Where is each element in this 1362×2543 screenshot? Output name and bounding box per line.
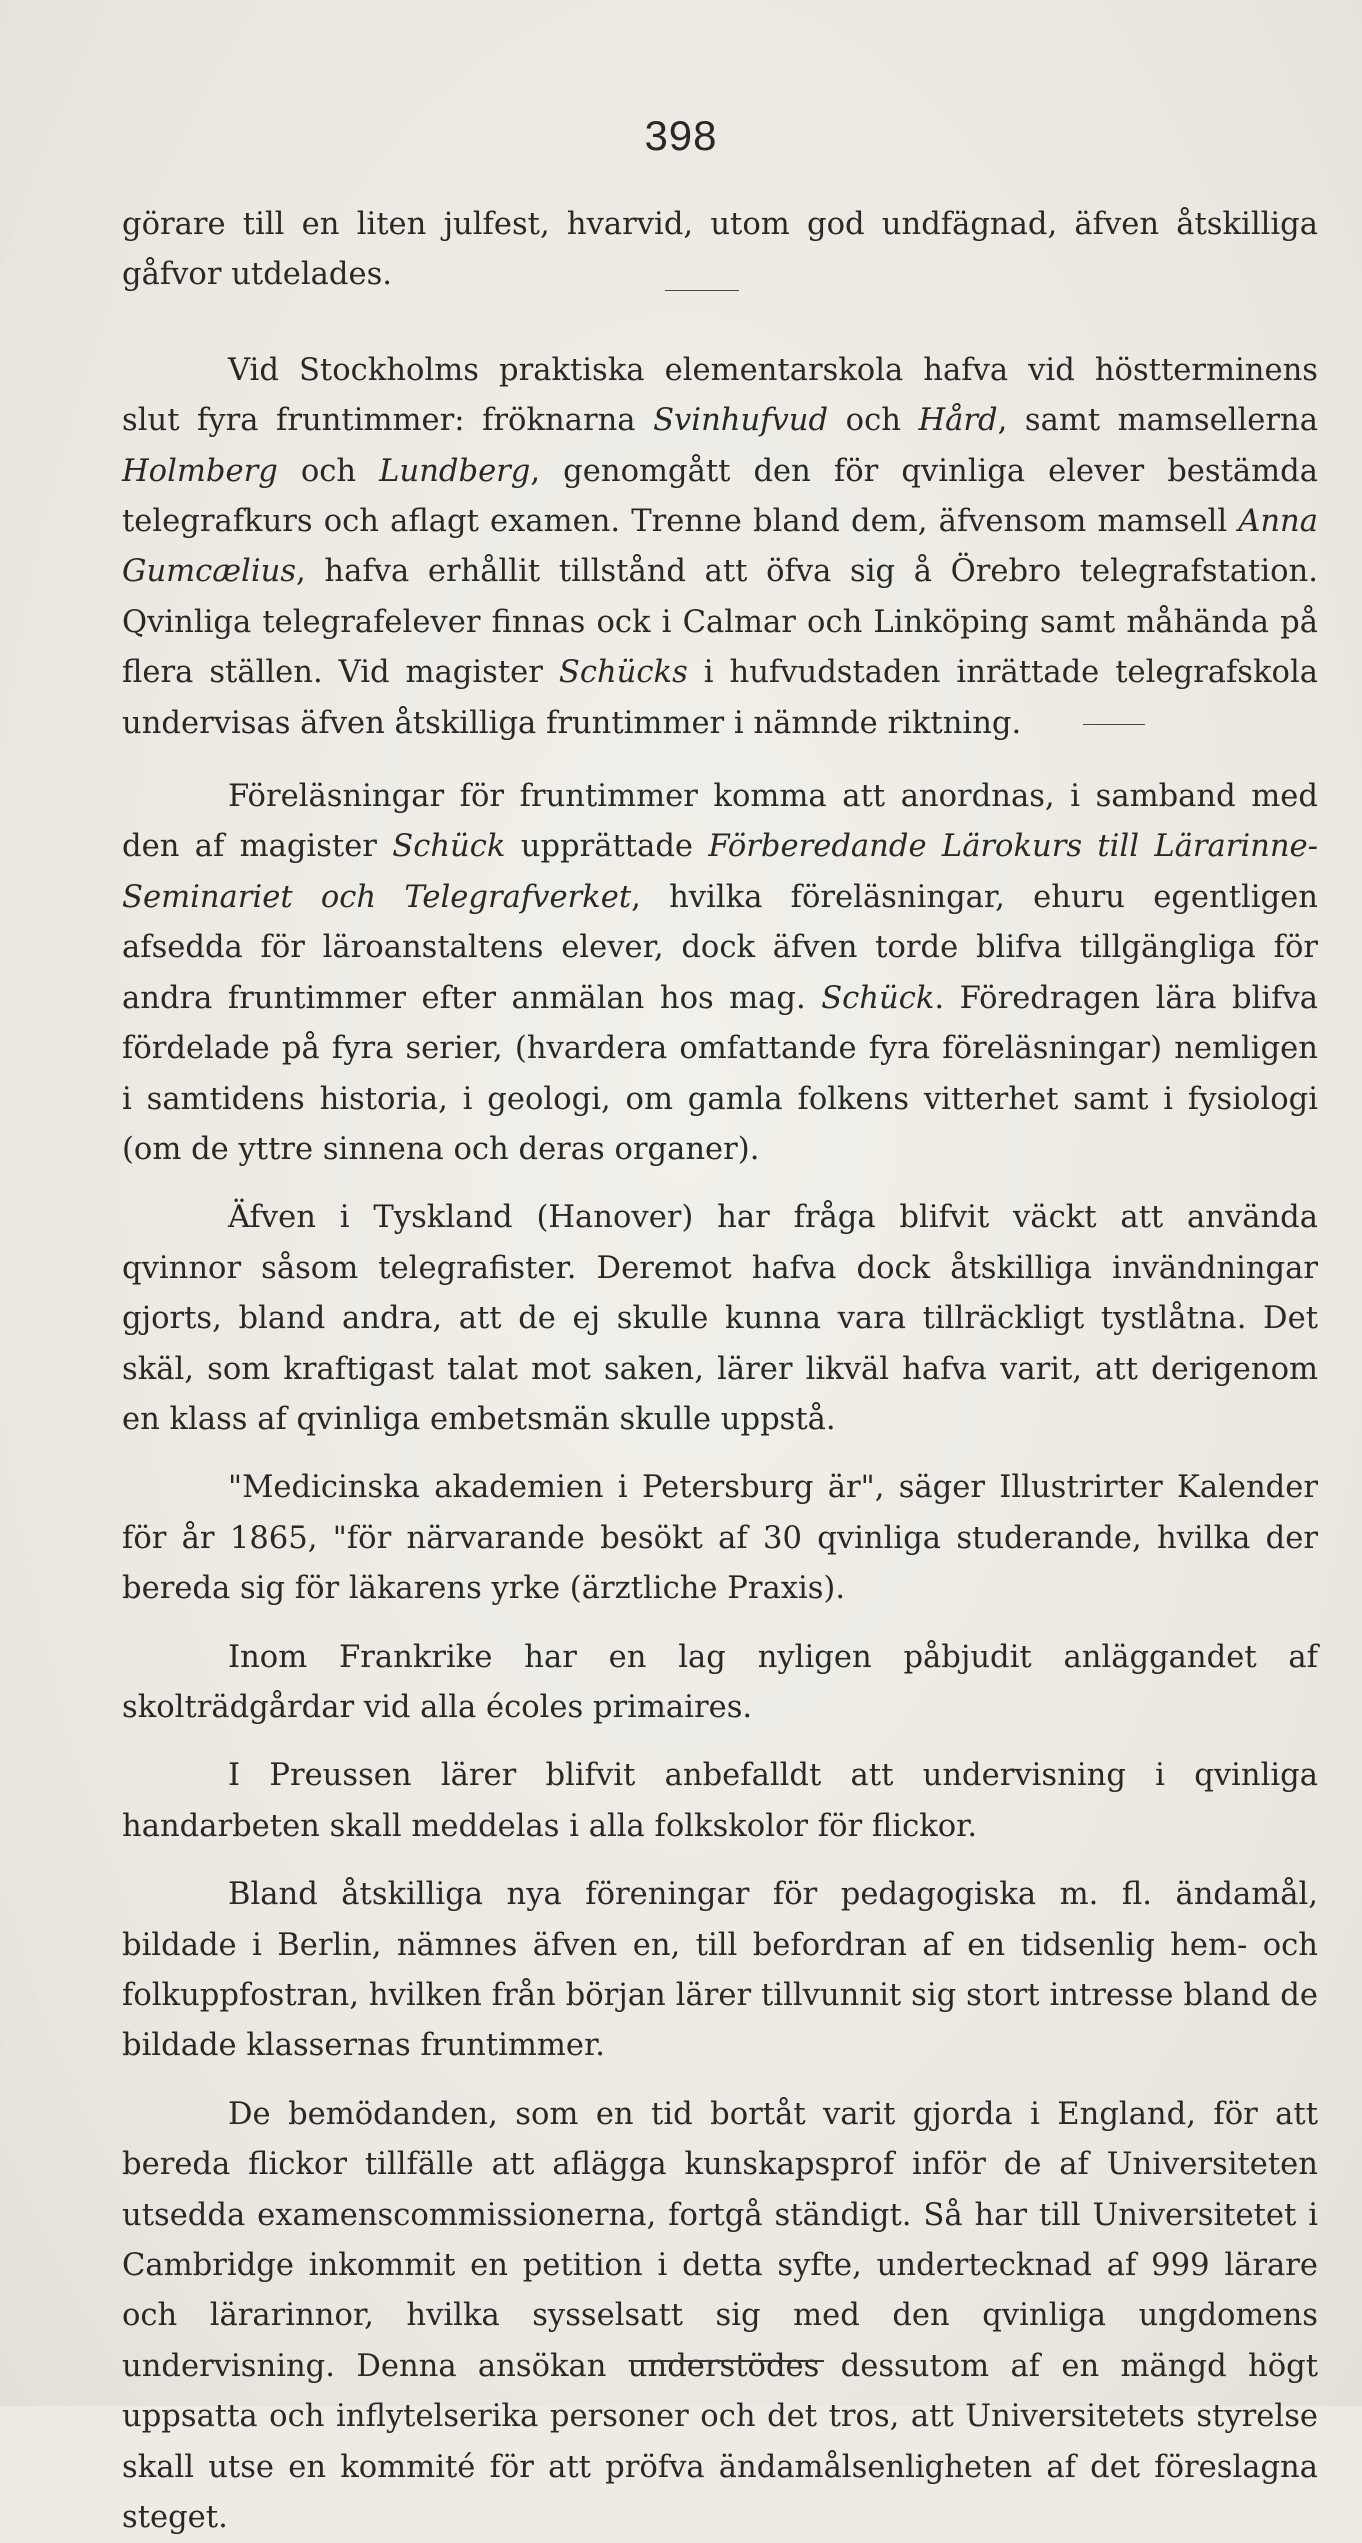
name-lundberg: Lundberg — [379, 453, 531, 489]
end-rule — [634, 2360, 824, 2362]
paragraph-tyskland: Äfven i Tyskland (Hanover) har fråga blifvit väckt att använda qvinnor såsom telegrafister. Deremot hafva dock åtskilliga invändningar gjorts, bland andra, att de ej skulle kunna vara tillräckligt tystlåtna. Det skäl, som kraftigast talat mot saken, lärer likväl hafva varit, att derigenom en klass af qvinliga embetsmän skulle uppstå. — [122, 1200, 1318, 1437]
page-text — [122, 200, 1318, 2543]
paragraph-preussen: I Preussen lärer blifvit anbefalldt att undervisning i qvinliga handarbeten skall meddelas i alla folkskolor för flickor. — [122, 1758, 1318, 1844]
paragraph-julfest: görare till en liten julfest, hvarvid, utom god undfägnad, äfven åtskilliga gåfvor utdelades. — [122, 207, 1318, 293]
page-number: 398 — [644, 112, 718, 159]
paragraph-telegrafkurs: Vid Stockholms praktiska elementarskola hafva vid höstterminens slut fyra fruntimmer: fröknarna Svinhufvud och Hård, samt mamsellerna Holmberg och Lundberg, genomgått den för qvinliga elever bestämda telegrafkurs och aflagt examen. Trenne bland dem, äfvensom mamsell Anna Gumcælius, hafva erhållit tillstånd att öfva sig å Örebro telegrafstation. Qvinliga telegrafelever finnas ock i Calmar och Linköping samt måhända på flera ställen. Vid magister Schücks i hufvudstaden inrättade telegrafskola undervisas äfven åtskilliga fruntimmer i nämnde riktning. — [122, 352, 1318, 741]
name-holmberg: Holmberg — [122, 453, 278, 489]
section-divider-inline — [1083, 724, 1145, 725]
name-schuck: Schück — [392, 829, 506, 865]
name-anna-gumcaelius: Anna Gumcælius — [122, 504, 1318, 590]
paragraph-england: De bemödanden, som en tid bortåt varit gjorda i England, för att bereda flickor tillfälle att aflägga kunskapsprof inför de af Universiteten utsedda examenscommissionerna, fortgå ständigt. Så har till Universitetet i Cambridge inkommit en petition i detta syfte, undertecknad af 999 lärare och lärarinnor, hvilka sysselsatt sig med den qvinliga ungdomens undervisning. Denna ansökan understödes dessutom af en mängd högt uppsatta och inflytelserika personer och det tros, att Universitetets styrelse skall utse en kommité för att pröfva ändamålsenligheten af det föreslagna steget. — [122, 2096, 1318, 2536]
name-hard: Hård — [918, 403, 998, 439]
paragraph-frankrike: Inom Frankrike har en lag nyligen påbjudit anläggandet af skolträdgårdar vid alla écoles primaires. — [122, 1639, 1318, 1725]
paragraph-berlin: Bland åtskilliga nya föreningar för pedagogiska m. fl. ändamål, bildade i Berlin, nämnes äfven en, till befordran af en tidsenlig hem- och folkuppfostran, hvilken från början lärer tillvunnit sig stort intresse bland de bildade klassernas fruntimmer. — [122, 1877, 1318, 2064]
name-schuck-2: Schück — [821, 980, 935, 1016]
paragraph-forelasningar: Föreläsningar för fruntimmer komma att anordnas, i samband med den af magister Schück upprättade Förberedande Lärokurs till Lärarinne-Seminariet och Telegrafverket, hvilka föreläsningar, ehuru egentligen afsedda för läroanstaltens elever, dock äfven torde blifva tillgängliga för andra fruntimmer efter anmälan hos mag. Schück. Föredragen lära blifva fördelade på fyra serier, (hvardera omfattande fyra föreläsningar) nemligen i samtidens historia, i geologi, om gamla folkens vitterhet samt i fysiologi (om de yttre sinnena och deras organer). — [122, 779, 1318, 1167]
course-title: Förberedande Lärokurs till Lärarinne-Seminariet och Telegrafverket — [122, 829, 1318, 915]
name-schucks: Schücks — [558, 655, 688, 691]
name-svinhufvud: Svinhufvud — [653, 403, 829, 439]
paragraph-petersburg: "Medicinska akademien i Petersburg är", säger Illustrirter Kalender för år 1865, "för närvarande besökt af 30 qvinliga studerande, hvilka der bereda sig för läkarens yrke (ärztliche Praxis). — [122, 1470, 1318, 1607]
